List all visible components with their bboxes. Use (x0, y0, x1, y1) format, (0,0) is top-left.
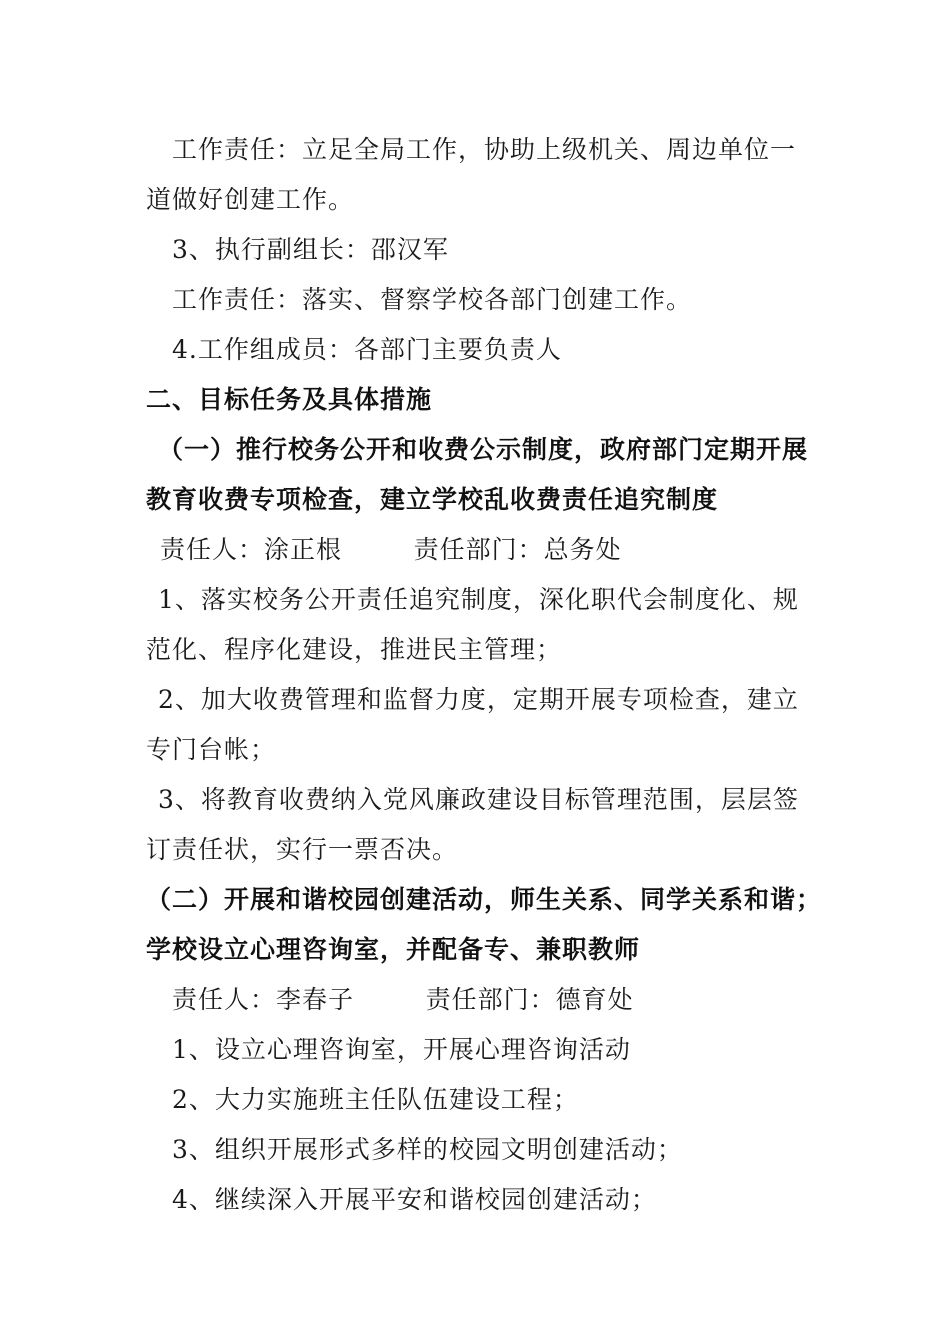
paragraph-line: 专门台帐； (146, 735, 277, 764)
paragraph-line: 工作责任：立足全局工作，协助上级机关、周边单位一 (172, 135, 797, 164)
paragraph-line: 工作责任：落实、督察学校各部门创建工作。 (172, 285, 693, 314)
responsibility-line: 责任人：李春子 责任部门：德育处 (172, 985, 634, 1014)
list-item: 1、设立心理咨询室，开展心理咨询活动 (172, 1035, 631, 1064)
list-item: 2、加大收费管理和监督力度，定期开展专项检查，建立 (158, 685, 799, 714)
list-item: 3、将教育收费纳入党风廉政建设目标管理范围，层层签 (158, 785, 799, 814)
subsection-heading: 教育收费专项检查，建立学校乱收费责任追究制度 (146, 485, 719, 514)
list-item: 3、执行副组长：邵汉军 (172, 235, 449, 264)
paragraph-line: 道做好创建工作。 (146, 185, 355, 214)
paragraph-line: 范化、程序化建设，推进民主管理； (146, 635, 563, 664)
section-heading: 二、目标任务及具体措施 (146, 385, 433, 414)
list-item: 3、组织开展形式多样的校园文明创建活动； (172, 1135, 683, 1164)
subsection-heading: （一）推行校务公开和收费公示制度，政府部门定期开展 (158, 435, 809, 464)
subsection-heading: （二）开展和谐校园创建活动，师生关系、同学关系和谐； (146, 885, 823, 914)
responsibility-line: 责任人：涂正根 责任部门：总务处 (160, 535, 622, 564)
list-item: 2、大力实施班主任队伍建设工程； (172, 1085, 579, 1114)
list-item: 4.工作组成员：各部门主要负责人 (172, 335, 562, 364)
subsection-heading: 学校设立心理咨询室，并配备专、兼职教师 (146, 935, 641, 964)
list-item: 1、落实校务公开责任追究制度，深化职代会制度化、规 (158, 585, 799, 614)
paragraph-line: 订责任状，实行一票否决。 (146, 835, 459, 864)
list-item: 4、继续深入开展平安和谐校园创建活动； (172, 1185, 657, 1214)
